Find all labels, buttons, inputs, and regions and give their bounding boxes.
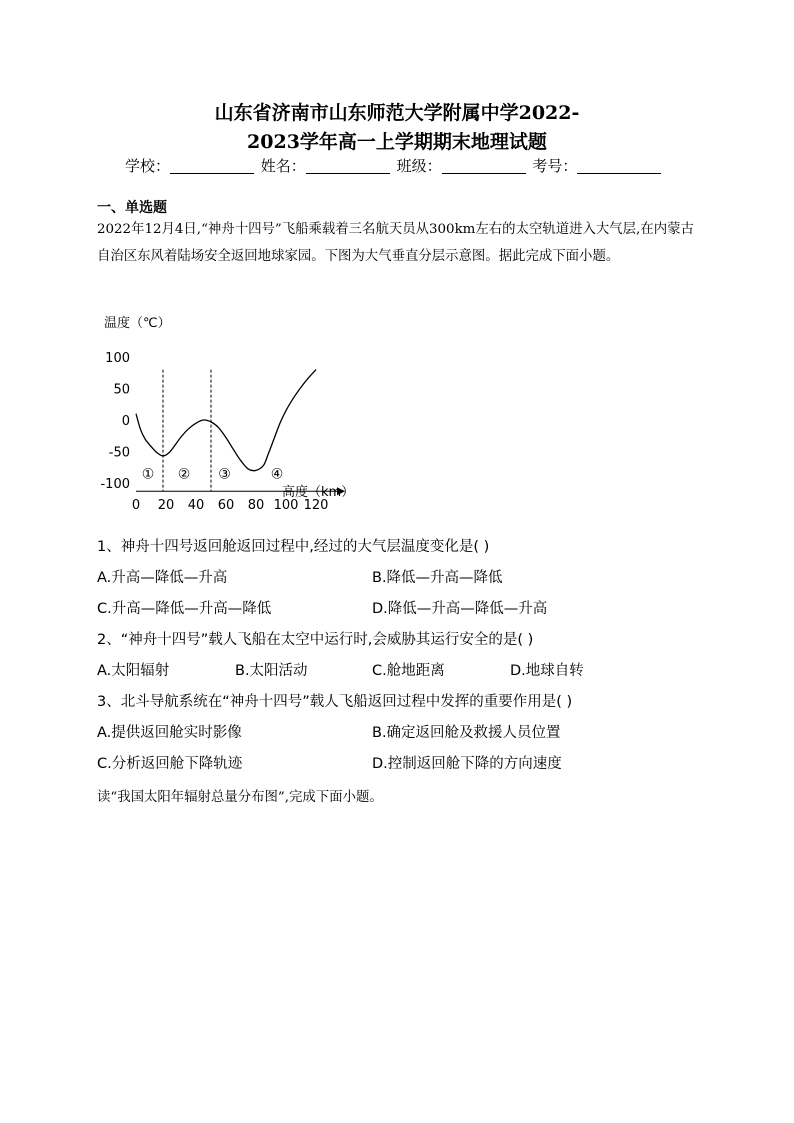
y-tick-label: -100 [100, 477, 130, 492]
layer-marker: ① [141, 466, 155, 483]
q2-option-c[interactable]: C.舱地距离 [372, 663, 445, 679]
x-tick-label: 60 [217, 498, 235, 514]
x-tick-label: 0 [131, 498, 141, 514]
q1-option-c[interactable]: C.升高—降低—升高—降低 [97, 601, 272, 617]
atmosphere-chart [95, 310, 425, 525]
y-tick-label: 100 [105, 351, 130, 366]
y-tick-labels [100, 351, 130, 492]
class-blank[interactable] [442, 159, 526, 174]
y-tick-label: 50 [113, 382, 130, 398]
q2-option-a[interactable]: A.太阳辐射 [97, 663, 170, 679]
passage-text: 2022年12月4日,“神舟十四号”飞船乘载着三名航天员从300km左右的太空轨道进入大气层,在内蒙古自治区东风着陆场安全返回地球家园。下图为大气垂直分层示意图。据此完成下面小题。 [97, 222, 694, 264]
x-tick-label: 20 [157, 498, 175, 514]
q2-option-d[interactable]: D.地球自转 [510, 663, 584, 679]
q3-option-b[interactable]: B.确定返回舱及救援人员位置 [372, 725, 561, 741]
chart-y-axis-label: 温度（℃） [104, 316, 171, 331]
number-blank[interactable] [577, 159, 661, 174]
x-tick-label: 100 [273, 498, 299, 514]
number-label: 考号： [532, 157, 578, 175]
question-1: 1、神舟十四号返回舱返回过程中,经过的大气层温度变化是( ) [97, 539, 490, 555]
q1-option-d[interactable]: D.降低—升高—降低—升高 [372, 601, 548, 617]
next-passage-text: 读“我国太阳年辐射总量分布图”,完成下面小题。 [97, 790, 383, 805]
school-label: 学校： [125, 157, 171, 175]
name-label: 姓名： [260, 157, 306, 175]
q3-option-c[interactable]: C.分析返回舱下降轨迹 [97, 756, 243, 772]
layer-marker: ② [177, 466, 191, 483]
x-tick-labels [132, 498, 329, 513]
question-2: 2、“神舟十四号”载人飞船在太空中运行时,会威胁其运行安全的是( ) [97, 632, 534, 648]
q2-option-b[interactable]: B.太阳活动 [235, 663, 308, 679]
y-tick-label: -50 [108, 445, 130, 461]
name-blank[interactable] [306, 159, 390, 174]
q1-option-b[interactable]: B.降低—升高—降低 [372, 570, 503, 586]
question-3: 3、北斗导航系统在“神舟十四号”载人飞船返回过程中发挥的重要作用是( ) [97, 694, 573, 710]
x-tick-label: 40 [187, 498, 205, 514]
layer-marker: ③ [218, 466, 231, 483]
section-title: 一、单选题 [97, 200, 167, 216]
class-label: 班级： [396, 157, 442, 175]
exam-title-line-1: 山东省济南市山东师范大学附属中学2022- [214, 102, 580, 124]
q3-option-a[interactable]: A.提供返回舱实时影像 [97, 725, 242, 741]
y-tick-label: 0 [121, 414, 130, 429]
layer-marker: ④ [270, 466, 284, 483]
q1-option-a[interactable]: A.升高—降低—升高 [97, 570, 228, 586]
q3-option-d[interactable]: D.控制返回舱下降的方向速度 [372, 756, 562, 772]
chart-x-axis-label: 高度（km） [282, 485, 355, 501]
x-tick-label: 120 [303, 498, 329, 514]
exam-title-line-2: 2023学年高一上学期期末地理试题 [247, 131, 547, 153]
school-blank[interactable] [170, 159, 254, 174]
student-info-row [125, 155, 663, 176]
x-tick-label: 80 [247, 498, 265, 514]
